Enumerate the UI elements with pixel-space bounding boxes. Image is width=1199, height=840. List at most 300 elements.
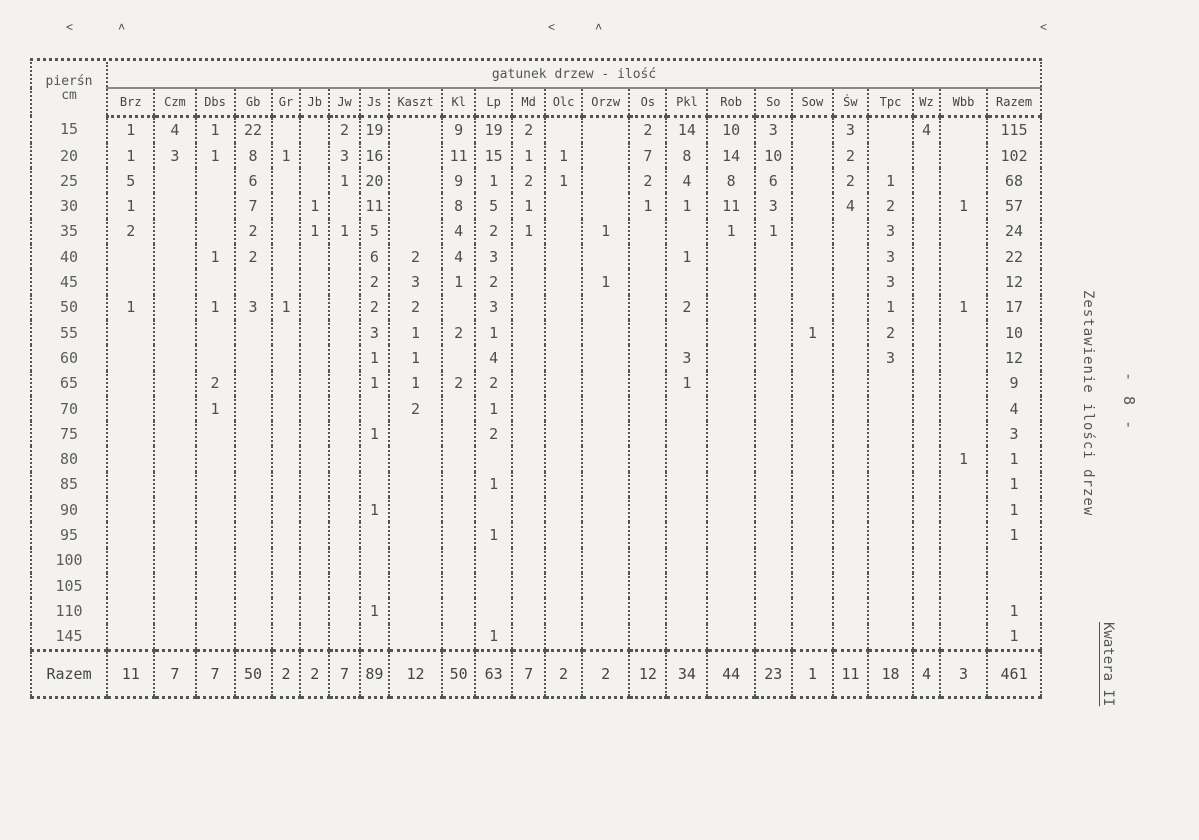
count-cell-rob: 1 [707, 219, 754, 244]
count-cell-gr [272, 573, 301, 598]
count-cell-rob [707, 446, 754, 471]
count-cell-kaszt [389, 219, 442, 244]
diameter-cell: 145 [31, 624, 107, 651]
table-row [31, 472, 1041, 497]
count-cell-os [629, 446, 666, 471]
count-cell-dbs: 1 [196, 143, 235, 168]
count-cell-pkl: 4 [666, 168, 707, 193]
count-cell-razem: 12 [987, 269, 1041, 294]
table-row [31, 598, 1041, 623]
count-cell-kl [442, 345, 475, 370]
count-cell-orzw: 1 [582, 219, 629, 244]
count-cell-lp: 2 [475, 371, 512, 396]
count-cell-orzw [582, 193, 629, 218]
count-cell-md [512, 446, 545, 471]
total-cell-sow: 1 [792, 650, 833, 697]
count-cell-razem: 68 [987, 168, 1041, 193]
count-cell-kaszt: 1 [389, 371, 442, 396]
count-cell-js: 11 [360, 193, 389, 218]
count-cell-jw: 1 [329, 168, 360, 193]
count-cell-czm [154, 396, 195, 421]
count-cell-rob [707, 548, 754, 573]
count-cell-wbb [940, 396, 987, 421]
count-cell-wbb [940, 269, 987, 294]
count-cell-olc [545, 548, 582, 573]
count-cell-so [755, 244, 792, 269]
count-cell-md: 2 [512, 168, 545, 193]
count-cell-jb [300, 573, 329, 598]
count-cell-lp: 2 [475, 421, 512, 446]
count-cell-wbb [940, 116, 987, 143]
count-cell-pkl [666, 396, 707, 421]
count-cell-so [755, 421, 792, 446]
count-cell-pkl [666, 472, 707, 497]
count-cell-lp: 19 [475, 116, 512, 143]
count-cell-pkl [666, 548, 707, 573]
count-cell-gr [272, 522, 301, 547]
count-cell-sow [792, 116, 833, 143]
count-cell-sow [792, 345, 833, 370]
diameter-cell: 50 [31, 295, 107, 320]
count-cell-orzw [582, 573, 629, 598]
count-cell-gr [272, 371, 301, 396]
count-cell-rob [707, 497, 754, 522]
column-header-so: So [755, 88, 792, 116]
count-cell-wz [913, 446, 940, 471]
count-cell-sow [792, 269, 833, 294]
count-cell-jw [329, 624, 360, 651]
count-cell-js: 1 [360, 371, 389, 396]
count-cell-pkl [666, 269, 707, 294]
count-cell-md [512, 320, 545, 345]
count-cell-js [360, 446, 389, 471]
margin-tick-mark: ˂ [66, 20, 74, 34]
count-cell-czm [154, 624, 195, 651]
count-cell-pkl: 14 [666, 116, 707, 143]
count-cell-razem: 115 [987, 116, 1041, 143]
count-cell-razem: 9 [987, 371, 1041, 396]
count-cell-so [755, 497, 792, 522]
count-cell-gr [272, 446, 301, 471]
count-cell-dbs [196, 598, 235, 623]
count-cell-tpc [868, 421, 913, 446]
count-cell-so [755, 446, 792, 471]
count-cell-wz [913, 497, 940, 522]
count-cell-brz: 1 [107, 116, 154, 143]
count-cell-os [629, 371, 666, 396]
count-cell-jb [300, 421, 329, 446]
diameter-cell: 100 [31, 548, 107, 573]
count-cell-os [629, 320, 666, 345]
count-cell-sow [792, 446, 833, 471]
count-cell-olc [545, 219, 582, 244]
count-cell-md [512, 624, 545, 651]
count-cell-czm [154, 421, 195, 446]
count-cell-jb [300, 522, 329, 547]
diameter-cell: 15 [31, 116, 107, 143]
table-row [31, 269, 1041, 294]
count-cell-olc [545, 598, 582, 623]
count-cell-wz [913, 522, 940, 547]
count-cell-gb [235, 446, 272, 471]
total-cell-js: 89 [360, 650, 389, 697]
count-cell-wbb [940, 472, 987, 497]
count-cell-rob [707, 269, 754, 294]
column-header-jw: Jw [329, 88, 360, 116]
count-cell-lp: 2 [475, 269, 512, 294]
count-cell-gb [235, 497, 272, 522]
count-cell-kl: 4 [442, 244, 475, 269]
count-cell-jw [329, 269, 360, 294]
count-cell-md [512, 598, 545, 623]
count-cell-czm [154, 244, 195, 269]
count-cell-os [629, 624, 666, 651]
count-cell-brz [107, 320, 154, 345]
count-cell-os [629, 548, 666, 573]
total-cell-orzw: 2 [582, 650, 629, 697]
count-cell-brz: 1 [107, 193, 154, 218]
count-cell-kl [442, 396, 475, 421]
count-cell-razem: 1 [987, 522, 1041, 547]
count-cell-gr [272, 396, 301, 421]
count-cell-jw [329, 548, 360, 573]
count-cell-md: 1 [512, 219, 545, 244]
count-cell-kl [442, 421, 475, 446]
count-cell-jb [300, 548, 329, 573]
species-column-headers [31, 88, 1041, 116]
count-cell-wz [913, 371, 940, 396]
total-cell-os: 12 [629, 650, 666, 697]
count-cell-gb [235, 573, 272, 598]
count-cell-kl: 9 [442, 168, 475, 193]
count-cell-dbs [196, 472, 235, 497]
count-cell-gr: 1 [272, 143, 301, 168]
count-cell-md [512, 269, 545, 294]
count-cell-kaszt [389, 548, 442, 573]
count-cell-gb [235, 522, 272, 547]
count-cell-sow [792, 371, 833, 396]
total-cell-wz: 4 [913, 650, 940, 697]
count-cell-św [833, 345, 868, 370]
count-cell-lp [475, 497, 512, 522]
count-cell-lp: 2 [475, 219, 512, 244]
count-cell-razem [987, 573, 1041, 598]
species-group-header: gatunek drzew - ilość [107, 62, 1041, 88]
count-cell-orzw [582, 421, 629, 446]
count-cell-jw [329, 472, 360, 497]
count-cell-md: 1 [512, 143, 545, 168]
count-cell-św [833, 472, 868, 497]
count-cell-orzw [582, 472, 629, 497]
count-cell-kaszt [389, 116, 442, 143]
column-header-rob: Rob [707, 88, 754, 116]
count-cell-czm: 4 [154, 116, 195, 143]
count-cell-św [833, 371, 868, 396]
count-cell-gb [235, 421, 272, 446]
count-cell-kaszt [389, 624, 442, 651]
count-cell-św [833, 598, 868, 623]
count-cell-lp: 3 [475, 295, 512, 320]
count-cell-gr [272, 624, 301, 651]
count-cell-js: 1 [360, 421, 389, 446]
count-cell-orzw [582, 522, 629, 547]
count-cell-wbb [940, 497, 987, 522]
count-cell-os [629, 396, 666, 421]
column-header-os: Os [629, 88, 666, 116]
table-row [31, 345, 1041, 370]
count-cell-jb [300, 143, 329, 168]
count-cell-kl [442, 598, 475, 623]
count-cell-brz [107, 244, 154, 269]
count-cell-lp: 1 [475, 472, 512, 497]
count-cell-dbs [196, 573, 235, 598]
count-cell-dbs: 1 [196, 396, 235, 421]
count-cell-tpc [868, 624, 913, 651]
total-cell-jb: 2 [300, 650, 329, 697]
count-cell-rob [707, 472, 754, 497]
count-cell-gb [235, 548, 272, 573]
count-cell-rob [707, 573, 754, 598]
table-row [31, 244, 1041, 269]
count-cell-kl: 8 [442, 193, 475, 218]
count-cell-gr [272, 548, 301, 573]
count-cell-so [755, 345, 792, 370]
count-cell-so [755, 472, 792, 497]
count-cell-so [755, 295, 792, 320]
count-cell-md [512, 345, 545, 370]
count-cell-so: 6 [755, 168, 792, 193]
count-cell-kaszt [389, 421, 442, 446]
count-cell-gr [272, 219, 301, 244]
count-cell-czm [154, 522, 195, 547]
count-cell-orzw [582, 548, 629, 573]
count-cell-św: 2 [833, 143, 868, 168]
count-cell-jw [329, 497, 360, 522]
count-cell-olc [545, 269, 582, 294]
diameter-cell: 40 [31, 244, 107, 269]
count-cell-jb [300, 624, 329, 651]
count-cell-czm [154, 345, 195, 370]
count-cell-wbb [940, 421, 987, 446]
diameter-cell: 60 [31, 345, 107, 370]
count-cell-so [755, 371, 792, 396]
count-cell-jb [300, 396, 329, 421]
count-cell-md: 1 [512, 193, 545, 218]
total-cell-św: 11 [833, 650, 868, 697]
count-cell-os [629, 522, 666, 547]
count-cell-pkl [666, 573, 707, 598]
count-cell-brz [107, 598, 154, 623]
count-cell-razem: 22 [987, 244, 1041, 269]
count-cell-dbs [196, 548, 235, 573]
count-cell-wz [913, 396, 940, 421]
diameter-cell: 105 [31, 573, 107, 598]
count-cell-kaszt: 2 [389, 244, 442, 269]
count-cell-pkl [666, 320, 707, 345]
count-cell-brz [107, 421, 154, 446]
count-cell-brz [107, 497, 154, 522]
count-cell-rob [707, 396, 754, 421]
count-cell-gb [235, 269, 272, 294]
count-cell-jb [300, 446, 329, 471]
count-cell-brz: 2 [107, 219, 154, 244]
count-cell-razem: 57 [987, 193, 1041, 218]
diameter-cell: 35 [31, 219, 107, 244]
diameter-cell: 45 [31, 269, 107, 294]
count-cell-pkl [666, 598, 707, 623]
document-title: Zestawienie ilości drzew [1080, 290, 1096, 517]
count-cell-wbb [940, 573, 987, 598]
count-cell-so [755, 320, 792, 345]
count-cell-św [833, 396, 868, 421]
count-cell-md [512, 522, 545, 547]
count-cell-gr [272, 244, 301, 269]
count-cell-gb: 6 [235, 168, 272, 193]
count-cell-gr [272, 269, 301, 294]
total-label: Razem [31, 650, 107, 697]
count-cell-gr [272, 472, 301, 497]
count-cell-sow [792, 219, 833, 244]
diameter-cell: 110 [31, 598, 107, 623]
margin-tick-mark: ˂ [1040, 20, 1048, 34]
count-cell-so [755, 598, 792, 623]
table-row [31, 116, 1041, 143]
count-cell-kl [442, 522, 475, 547]
count-cell-sow [792, 522, 833, 547]
count-cell-os [629, 345, 666, 370]
count-cell-olc [545, 320, 582, 345]
count-cell-dbs [196, 497, 235, 522]
count-cell-orzw [582, 168, 629, 193]
count-cell-kl: 4 [442, 219, 475, 244]
count-cell-orzw [582, 116, 629, 143]
count-cell-św: 3 [833, 116, 868, 143]
count-cell-tpc [868, 396, 913, 421]
count-cell-razem: 102 [987, 143, 1041, 168]
count-cell-kaszt [389, 573, 442, 598]
count-cell-kl: 9 [442, 116, 475, 143]
count-cell-gb: 2 [235, 219, 272, 244]
total-cell-lp: 63 [475, 650, 512, 697]
count-cell-tpc [868, 548, 913, 573]
count-cell-św [833, 320, 868, 345]
count-cell-olc [545, 244, 582, 269]
diameter-label: pierśn [45, 74, 93, 90]
count-cell-olc: 1 [545, 143, 582, 168]
count-cell-sow [792, 193, 833, 218]
count-cell-rob [707, 624, 754, 651]
count-cell-gb: 7 [235, 193, 272, 218]
count-cell-olc [545, 193, 582, 218]
count-cell-dbs: 1 [196, 295, 235, 320]
count-cell-pkl [666, 421, 707, 446]
count-cell-wz [913, 548, 940, 573]
count-cell-kl [442, 624, 475, 651]
count-cell-jw [329, 573, 360, 598]
count-cell-gb [235, 396, 272, 421]
count-cell-rob [707, 295, 754, 320]
count-cell-pkl [666, 624, 707, 651]
count-cell-kaszt [389, 497, 442, 522]
count-cell-jw [329, 193, 360, 218]
count-cell-jw: 3 [329, 143, 360, 168]
count-cell-pkl: 3 [666, 345, 707, 370]
count-cell-brz [107, 269, 154, 294]
total-cell-rob: 44 [707, 650, 754, 697]
count-cell-tpc [868, 446, 913, 471]
count-cell-js: 3 [360, 320, 389, 345]
count-cell-rob: 10 [707, 116, 754, 143]
count-cell-sow [792, 548, 833, 573]
column-header-md: Md [512, 88, 545, 116]
count-cell-razem: 1 [987, 497, 1041, 522]
count-cell-brz [107, 573, 154, 598]
count-cell-kaszt: 1 [389, 320, 442, 345]
count-cell-os [629, 295, 666, 320]
table-row [31, 396, 1041, 421]
count-cell-dbs [196, 219, 235, 244]
count-cell-św: 4 [833, 193, 868, 218]
count-cell-os [629, 472, 666, 497]
table-row [31, 193, 1041, 218]
count-cell-jw [329, 598, 360, 623]
count-cell-olc [545, 116, 582, 143]
count-cell-lp: 1 [475, 624, 512, 651]
count-cell-razem: 1 [987, 446, 1041, 471]
count-cell-czm: 3 [154, 143, 195, 168]
count-cell-jb: 1 [300, 219, 329, 244]
count-cell-tpc [868, 143, 913, 168]
count-cell-olc [545, 396, 582, 421]
count-cell-św [833, 219, 868, 244]
count-cell-kaszt: 2 [389, 295, 442, 320]
count-cell-tpc [868, 116, 913, 143]
count-cell-rob [707, 421, 754, 446]
count-cell-orzw [582, 598, 629, 623]
count-cell-so [755, 522, 792, 547]
count-cell-tpc: 3 [868, 244, 913, 269]
count-cell-gb: 2 [235, 244, 272, 269]
count-cell-js: 1 [360, 497, 389, 522]
total-cell-tpc: 18 [868, 650, 913, 697]
count-cell-so: 1 [755, 219, 792, 244]
count-cell-tpc [868, 598, 913, 623]
count-cell-so [755, 396, 792, 421]
count-cell-olc [545, 295, 582, 320]
count-cell-wz [913, 573, 940, 598]
count-cell-lp: 1 [475, 396, 512, 421]
diameter-column-header [31, 62, 107, 116]
count-cell-gb [235, 345, 272, 370]
count-cell-so [755, 548, 792, 573]
count-cell-gr [272, 193, 301, 218]
count-cell-razem: 10 [987, 320, 1041, 345]
count-cell-św [833, 624, 868, 651]
table-row [31, 624, 1041, 651]
count-cell-md [512, 497, 545, 522]
count-cell-razem: 4 [987, 396, 1041, 421]
count-cell-olc [545, 371, 582, 396]
count-cell-dbs: 2 [196, 371, 235, 396]
count-cell-wz: 4 [913, 116, 940, 143]
count-cell-kl: 2 [442, 320, 475, 345]
count-cell-razem: 1 [987, 624, 1041, 651]
diameter-cell: 30 [31, 193, 107, 218]
count-cell-jb [300, 472, 329, 497]
count-cell-pkl: 1 [666, 193, 707, 218]
count-cell-gr [272, 168, 301, 193]
count-cell-wbb [940, 345, 987, 370]
